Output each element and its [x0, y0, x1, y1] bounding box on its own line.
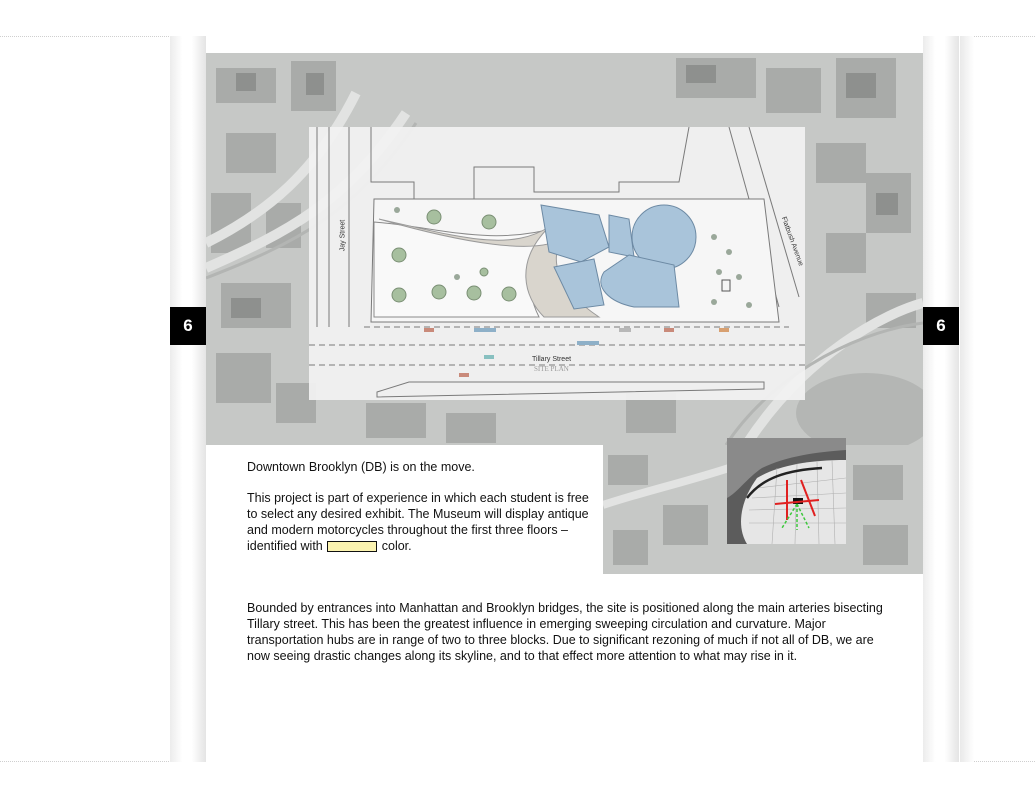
flatbush-avenue-label: Flatbush Avenue: [779, 215, 805, 268]
page-number-tab-right: 6: [923, 307, 959, 345]
exhibit-paragraph-main: This project is part of experience in which each student is free to select any desired exhibit. The Museum will display antique and modern motorcycles throughout the first three floors – identified with: [247, 491, 589, 553]
right-page-spine: [923, 36, 959, 762]
exhibit-paragraph: [247, 490, 602, 554]
highlight-color-swatch: [327, 541, 377, 552]
site-plan-caption: SITE PLAN: [534, 365, 569, 373]
tillary-street-label: Tillary Street: [532, 356, 572, 363]
page-number-tab-left: 6: [170, 307, 206, 345]
exhibit-paragraph-suffix: color.: [381, 539, 412, 553]
location-map: [727, 438, 846, 544]
intro-text: Downtown Brooklyn (DB) is on the move.: [247, 460, 475, 474]
left-page-spine: [170, 36, 206, 762]
next-page-edge: [960, 36, 974, 762]
site-description-paragraph: Bounded by entrances into Manhattan and Brooklyn bridges, the site is positioned along the main arteries bisecting Tillary street. This has been the greatest influence in emerging sweeping circulation and curvature. Major transportation hubs are in range of two to three blocks. Due to significant rezoning of much if not all of DB, we are now seeing drastic changes along its skyline, and to that effect more attention to what may rise in it.: [247, 601, 883, 663]
jay-street-label: Jay Street: [339, 219, 347, 252]
